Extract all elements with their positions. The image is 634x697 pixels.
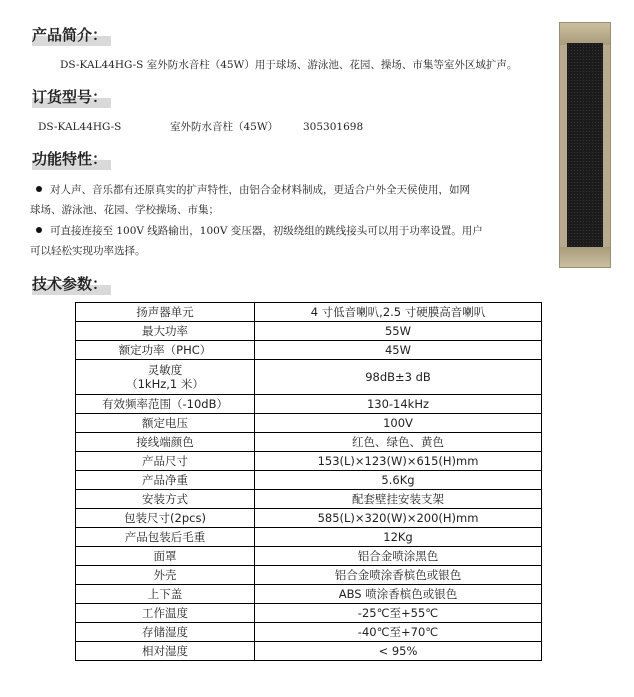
spec-value: 585(L)×320(W)×200(H)mm xyxy=(255,509,542,528)
spec-value: 100V xyxy=(255,414,542,433)
spec-key: 有效频率范围（-10dB） xyxy=(76,395,255,414)
spec-value: -25℃至+55℃ xyxy=(255,604,542,623)
table-row xyxy=(76,547,542,566)
order-desc: 室外防水音柱（45W） xyxy=(170,121,279,133)
spec-key: 接线端颜色 xyxy=(76,433,255,452)
spec-value: ABS 喷涂香槟色或银色 xyxy=(255,585,542,604)
table-row xyxy=(76,414,542,433)
spec-key: 产品尺寸 xyxy=(76,452,255,471)
spec-value: 铝合金喷涂香槟色或银色 xyxy=(255,566,542,585)
speaker-grille xyxy=(567,43,603,249)
spec-key: 产品包装后毛重 xyxy=(76,528,255,547)
spec-key: 产品净重 xyxy=(76,471,255,490)
spec-value: 红色、绿色、黄色 xyxy=(255,433,542,452)
table-row xyxy=(76,528,542,547)
bullet-icon xyxy=(36,186,42,192)
spec-key: 面罩 xyxy=(76,547,255,566)
table-row xyxy=(76,395,542,414)
spec-key: 存储湿度 xyxy=(76,623,255,642)
spec-key: 上下盖 xyxy=(76,585,255,604)
order-code: 305301698 xyxy=(303,121,364,133)
spec-key: 额定电压 xyxy=(76,414,255,433)
table-row xyxy=(76,471,542,490)
spec-key: 工作温度 xyxy=(76,604,255,623)
bullet-icon xyxy=(36,227,42,233)
table-row xyxy=(76,604,542,623)
spec-table xyxy=(75,302,542,661)
order-model: DS-KAL44HG-S xyxy=(38,121,122,133)
spec-value: < 95% xyxy=(255,642,542,661)
spec-key: 安装方式 xyxy=(76,490,255,509)
order-heading: 订货型号： xyxy=(32,86,111,108)
intro-heading: 产品简介： xyxy=(32,24,111,46)
spec-key: 外壳 xyxy=(76,566,255,585)
feature-item: 对人声、音乐都有还原真实的扩声特性，由铝合金材料制成，更适合户外全天侯使用，如网 球场、游泳池、花园、学校操场、市集； xyxy=(30,184,470,216)
table-row xyxy=(76,509,542,528)
table-row xyxy=(76,623,542,642)
spec-value: -40℃至+70℃ xyxy=(255,623,542,642)
table-row xyxy=(76,322,542,341)
spec-value: 配套壁挂安装支架 xyxy=(255,490,542,509)
spec-value: 130-14kHz xyxy=(255,395,542,414)
specs-heading: 技术参数： xyxy=(32,273,111,295)
spec-key: 最大功率 xyxy=(76,322,255,341)
table-row xyxy=(76,642,542,661)
table-row xyxy=(76,566,542,585)
spec-key: 扬声器单元 xyxy=(76,303,255,322)
spec-key: 灵敏度 （1kHz,1 米） xyxy=(76,360,255,395)
table-row xyxy=(76,303,542,322)
spec-key: 包装尺寸(2pcs) xyxy=(76,509,255,528)
spec-value: 98dB±3 dB xyxy=(255,360,542,395)
intro-text: DS-KAL44HG-S 室外防水音柱（45W）用于球场、游泳池、花园、操场、市集等室外区域扩声。 xyxy=(60,59,518,71)
table-row xyxy=(76,341,542,360)
spec-key: 相对湿度 xyxy=(76,642,255,661)
features-heading: 功能特性： xyxy=(32,148,111,170)
speaker-column-image xyxy=(559,22,611,268)
spec-value: 153(L)×123(W)×615(H)mm xyxy=(255,452,542,471)
table-row xyxy=(76,490,542,509)
spec-value: 5.6Kg xyxy=(255,471,542,490)
feature-item: 可直接连接至 100V 线路输出，100V 变压器，初级绕组的跳线接头可以用于功率设置。用户 可以轻松实现功率选择。 xyxy=(30,225,483,257)
table-row xyxy=(76,360,542,395)
spec-value: 45W xyxy=(255,341,542,360)
spec-value: 铝合金喷涂黑色 xyxy=(255,547,542,566)
spec-value: 4 寸低音喇叭,2.5 寸硬膜高音喇叭 xyxy=(255,303,542,322)
spec-value: 55W xyxy=(255,322,542,341)
table-row xyxy=(76,585,542,604)
spec-key: 额定功率（PHC） xyxy=(76,341,255,360)
table-row xyxy=(76,433,542,452)
spec-value: 12Kg xyxy=(255,528,542,547)
table-row xyxy=(76,452,542,471)
